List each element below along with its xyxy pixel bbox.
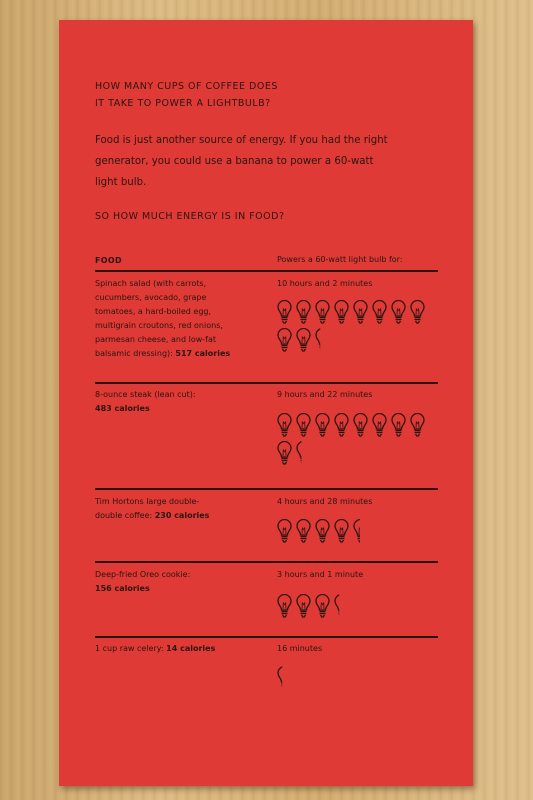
desc-line: 1 cup raw celery: [95, 644, 167, 653]
bulb-group [277, 300, 437, 352]
calories-value: 483 calories [95, 404, 150, 413]
intro-line-2: generator, you could use a banana to power a 60-watt [95, 156, 374, 167]
duration-text: 3 hours and 1 minute [277, 570, 364, 579]
calories-value: 156 calories [95, 584, 150, 593]
light-bulb-icon [315, 594, 330, 618]
row-divider [95, 382, 438, 384]
exhibit-sign [59, 20, 473, 786]
duration-text: 4 hours and 28 minutes [277, 497, 373, 506]
light-bulb-icon [296, 594, 311, 618]
desc-line: Spinach salad (with carrots, [95, 279, 207, 288]
intro-line-1: Food is just another source of energy. If you had the right [95, 135, 388, 146]
desc-line: tomatoes, a hard-boiled egg, [95, 307, 212, 316]
desc-line: Tim Hortons large double- [95, 497, 200, 506]
subheading: SO HOW MUCH ENERGY IS IN FOOD? [95, 211, 285, 222]
power-column-header: Powers a 60-watt light bulb for: [277, 255, 403, 264]
desc-line: multigrain croutons, red onions, [95, 321, 223, 330]
food-description [95, 642, 265, 656]
row-divider [95, 488, 438, 490]
food-description [95, 568, 265, 596]
row-divider [95, 561, 438, 563]
light-bulb-icon [334, 413, 349, 437]
question-line-1: HOW MANY CUPS OF COFFEE DOES [95, 81, 278, 92]
question-heading [95, 78, 278, 112]
light-bulb-icon [391, 300, 406, 324]
desc-line: 8-ounce steak (lean cut): [95, 390, 196, 399]
light-bulb-icon [315, 413, 330, 437]
calories-value: 14 calories [166, 644, 216, 653]
duration-text: 9 hours and 22 minutes [277, 390, 373, 399]
light-bulb-icon [315, 519, 330, 543]
light-bulb-icon [372, 300, 387, 324]
desc-line: cucumbers, avocado, grape [95, 293, 207, 302]
bulb-group [277, 413, 437, 465]
question-line-2: IT TAKE TO POWER A LIGHTBULB? [95, 98, 271, 109]
light-bulb-icon [277, 519, 292, 543]
light-bulb-icon [277, 441, 292, 465]
light-bulb-icon [277, 300, 292, 324]
light-bulb-icon [410, 300, 425, 324]
desc-line: parmesan cheese, and low-fat [95, 335, 217, 344]
light-bulb-icon [277, 328, 292, 352]
light-bulb-icon [277, 666, 292, 690]
bulb-group [277, 519, 437, 543]
duration-text: 16 minutes [277, 644, 323, 653]
food-description [95, 388, 265, 416]
bulb-group [277, 666, 437, 690]
intro-paragraph [95, 130, 388, 193]
light-bulb-icon [334, 519, 349, 543]
food-column-header: FOOD [95, 256, 122, 265]
light-bulb-icon [296, 413, 311, 437]
desc-line: balsamic dressing): [95, 349, 176, 358]
desc-line: double coffee: [95, 511, 155, 520]
bulb-group [277, 594, 437, 618]
intro-line-3: light bulb. [95, 177, 147, 188]
light-bulb-icon [353, 413, 368, 437]
desc-line: Deep-fried Oreo cookie: [95, 570, 191, 579]
calories-value: 517 calories [175, 349, 231, 358]
light-bulb-icon [296, 519, 311, 543]
light-bulb-icon [296, 328, 311, 352]
food-description [95, 495, 265, 523]
header-rule [95, 270, 438, 272]
light-bulb-icon [372, 413, 387, 437]
calories-value: 230 calories [154, 511, 210, 520]
light-bulb-icon [391, 413, 406, 437]
light-bulb-icon [277, 413, 292, 437]
row-divider [95, 636, 438, 638]
light-bulb-icon [296, 300, 311, 324]
light-bulb-icon [296, 441, 311, 465]
light-bulb-icon [353, 519, 368, 543]
light-bulb-icon [410, 413, 425, 437]
light-bulb-icon [334, 300, 349, 324]
light-bulb-icon [353, 300, 368, 324]
duration-text: 10 hours and 2 minutes [277, 279, 373, 288]
light-bulb-icon [334, 594, 349, 618]
light-bulb-icon [277, 594, 292, 618]
light-bulb-icon [315, 300, 330, 324]
food-description [95, 277, 265, 361]
light-bulb-icon [315, 328, 330, 352]
